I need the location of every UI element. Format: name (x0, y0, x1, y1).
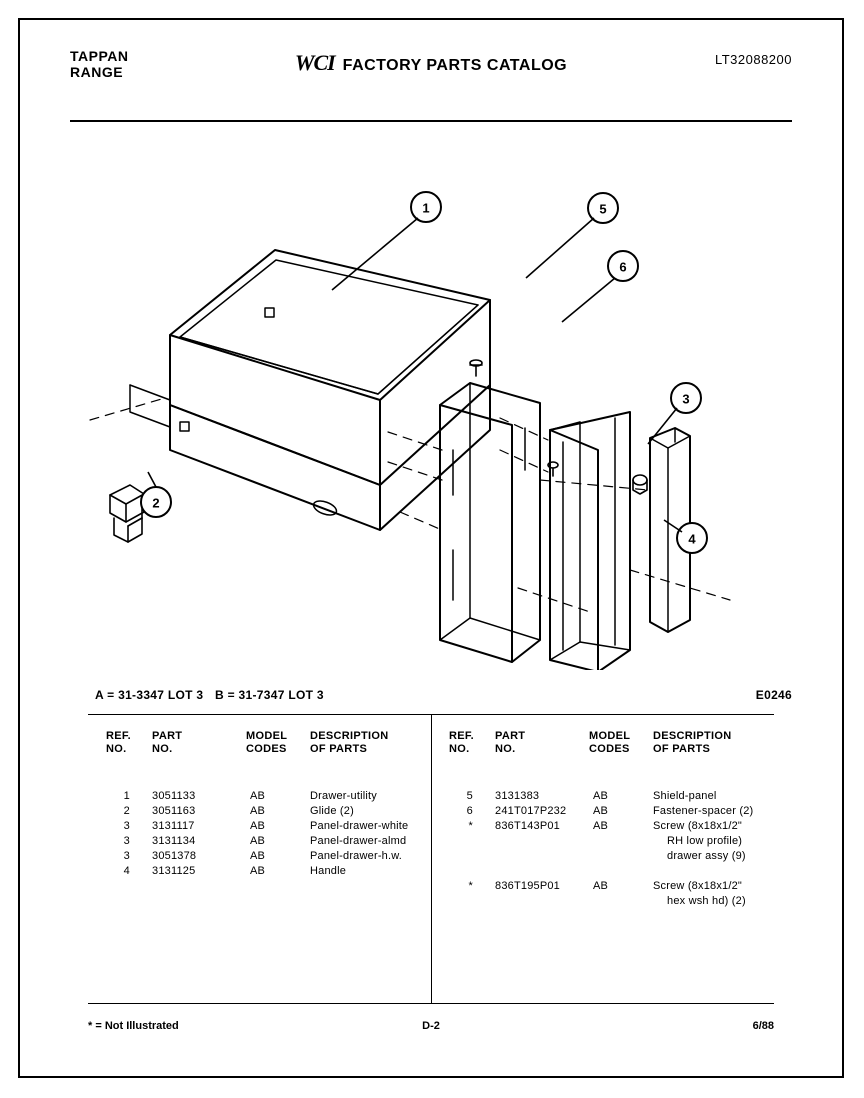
cell-model: AB (250, 805, 266, 817)
cell-ref: * (468, 820, 473, 832)
cell-ref: * (468, 880, 473, 892)
cell-model: AB (250, 850, 266, 862)
cell-model: AB (593, 805, 609, 817)
wci-logo: WCI (294, 50, 335, 75)
column-header-model-left (246, 730, 320, 756)
callout-4: 4 (688, 531, 696, 547)
cell-model: AB (593, 790, 609, 802)
column-header-ref-line2: NO. (449, 743, 470, 755)
cell-part: 3051133 (152, 790, 196, 802)
column-header-model-line2: CODES (589, 743, 630, 755)
column-header-part-left (152, 730, 244, 756)
table-row (431, 880, 774, 895)
cell-part: 241T017P232 (495, 805, 567, 817)
brand-category: RANGE (70, 64, 124, 80)
cell-part: 3131383 (495, 790, 540, 802)
table-row-continuation (431, 895, 774, 910)
cell-desc: Screw (8x18x1/2" (653, 820, 743, 832)
column-header-model-line1: MODEL (246, 730, 288, 742)
column-header-ref-left (106, 730, 152, 756)
cell-part: 3131125 (152, 865, 196, 877)
catalog-title (295, 50, 567, 76)
table-row (88, 865, 431, 880)
parts-table (88, 714, 774, 1004)
table-row (88, 850, 431, 865)
callout-5: 5 (599, 201, 607, 217)
cell-model: AB (593, 820, 609, 832)
page-inner (20, 20, 842, 1076)
column-header-part-line1: PART (152, 730, 183, 742)
column-header-ref-right (449, 730, 495, 756)
column-header-part-line2: NO. (152, 743, 173, 755)
brand-block (70, 48, 128, 80)
header-divider (70, 120, 792, 122)
column-header-desc-line2: OF PARTS (653, 743, 711, 755)
cell-part: 836T195P01 (495, 880, 560, 892)
table-row (88, 790, 431, 805)
parts-table-left-column (88, 714, 431, 1004)
column-header-desc-line2: OF PARTS (310, 743, 368, 755)
cell-desc: Glide (2) (310, 805, 354, 817)
cell-desc: Handle (310, 865, 347, 877)
cell-ref: 1 (123, 790, 130, 802)
revision-date: 6/88 (752, 1020, 774, 1032)
cell-model: AB (250, 835, 266, 847)
lot-b: B = 31-7347 LOT 3 (215, 688, 324, 702)
cell-desc: hex wsh hd) (2) (667, 895, 746, 907)
cell-ref: 4 (123, 865, 130, 877)
page-number: D-2 (422, 1020, 440, 1032)
column-header-part-line2: NO. (495, 743, 516, 755)
table-row (88, 805, 431, 820)
table-row (431, 790, 774, 805)
column-header-model-right (589, 730, 663, 756)
cell-model: AB (593, 880, 609, 892)
cell-ref: 2 (123, 805, 130, 817)
column-header-model-line1: MODEL (589, 730, 631, 742)
cell-part: 3051378 (152, 850, 197, 862)
table-row (88, 820, 431, 835)
cell-part: 836T143P01 (495, 820, 560, 832)
cell-model: AB (250, 820, 266, 832)
column-header-desc-line1: DESCRIPTION (310, 730, 389, 742)
column-header-model-line2: CODES (246, 743, 287, 755)
cell-part: 3051163 (152, 805, 196, 817)
catalog-page (18, 18, 844, 1078)
column-header-ref-line1: REF. (106, 730, 132, 742)
cell-ref: 6 (466, 805, 473, 817)
cell-desc: Fastener-spacer (2) (653, 805, 754, 817)
cell-desc: Screw (8x18x1/2" (653, 880, 743, 892)
table-row (88, 835, 431, 850)
cell-desc: Drawer-utility (310, 790, 377, 802)
table-row (431, 820, 774, 835)
cell-desc: RH low profile) (667, 835, 743, 847)
callout-1: 1 (422, 200, 430, 216)
cell-desc: Panel-drawer-almd (310, 835, 407, 847)
table-row-continuation (431, 835, 774, 850)
column-header-desc-line1: DESCRIPTION (653, 730, 732, 742)
cell-ref: 3 (123, 850, 130, 862)
column-header-part-right (495, 730, 587, 756)
parts-table-right-column (431, 714, 774, 1004)
callout-3: 3 (682, 391, 690, 407)
lot-a: A = 31-3347 LOT 3 (95, 688, 204, 702)
cell-desc: Panel-drawer-white (310, 820, 409, 832)
table-row (431, 805, 774, 820)
column-header-part-line1: PART (495, 730, 526, 742)
column-header-ref-line1: REF. (449, 730, 475, 742)
callout-2: 2 (152, 495, 160, 511)
page-header (70, 48, 792, 98)
cell-ref: 5 (466, 790, 473, 802)
brand-name: TAPPAN (70, 48, 129, 64)
catalog-title-text: FACTORY PARTS CATALOG (342, 57, 568, 74)
table-row-spacer (431, 865, 774, 880)
document-number: LT32088200 (714, 52, 792, 67)
callout-6: 6 (619, 259, 627, 275)
footnote-not-illustrated: * = Not Illustrated (88, 1020, 179, 1032)
cell-ref: 3 (123, 835, 130, 847)
parts-rows-left (88, 790, 431, 880)
figure-code: E0246 (755, 688, 792, 702)
cell-part: 3131134 (152, 835, 196, 847)
cell-desc: Shield-panel (653, 790, 717, 802)
exploded-view-illustration (70, 150, 796, 670)
parts-rows-right (431, 790, 774, 910)
cell-model: AB (250, 790, 266, 802)
column-header-ref-line2: NO. (106, 743, 127, 755)
column-header-desc-right (653, 730, 813, 756)
cell-desc: Panel-drawer-h.w. (310, 850, 403, 862)
cell-ref: 3 (123, 820, 130, 832)
cell-part: 3131117 (152, 820, 195, 832)
page-footer (88, 1020, 774, 1040)
cell-model: AB (250, 865, 266, 877)
table-row-continuation (431, 850, 774, 865)
cell-desc: drawer assy (9) (667, 850, 746, 862)
